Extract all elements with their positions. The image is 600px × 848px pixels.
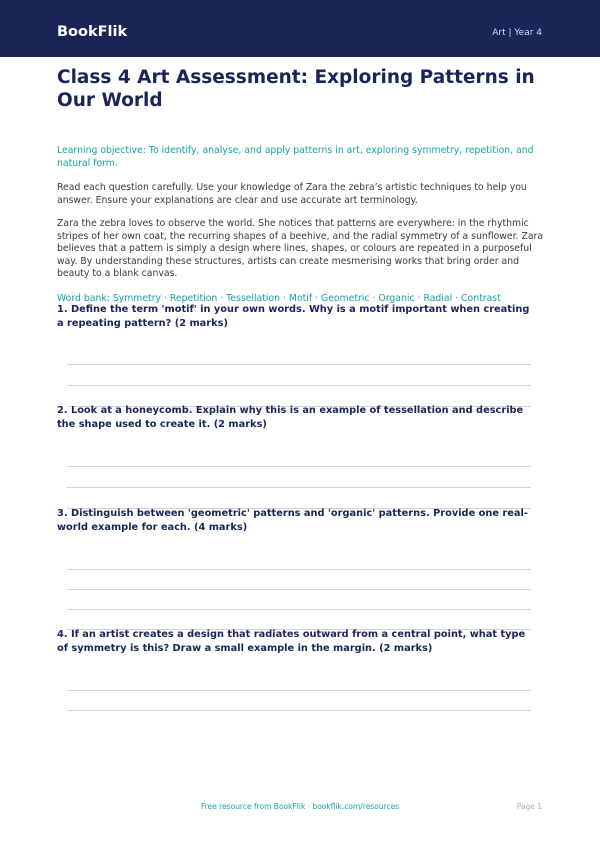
footer-credit[interactable]: Free resource from BookFlik · bookflik.com/resources [200, 802, 400, 811]
header-bar [0, 0, 600, 57]
answer-line[interactable] [67, 609, 531, 610]
answer-line[interactable] [67, 589, 531, 590]
learning-objective: Learning objective: To identify, analyse, and apply patterns in art, exploring symmetry, repetition, and natural form. [57, 145, 534, 169]
subject-year-label: Art | Year 4 [492, 28, 542, 38]
page-title: Class 4 Art Assessment: Exploring Patterns in Our World [57, 67, 535, 111]
story-text: Zara the zebra loves to observe the world. She notices that patterns are everywhere: in the rhythmic stripes of her own coat, the recurring shapes of a beehive, and the radial symmetry of a sunflower. Zara believes that a pattern is simply a design where lines, shapes, or colours are repeated in a purposeful way. By understanding these structures, artists can create mesmerising works that bring order and beauty to a blank canvas. [57, 218, 544, 279]
question-3-text: 3. Distinguish between 'geometric' patterns and 'organic' patterns. Provide one real-world example for each. (4 marks) [57, 508, 528, 533]
answer-line[interactable] [67, 710, 531, 711]
instructions-text: Read each question carefully. Use your knowledge of Zara the zebra’s artistic techniques to help you answer. Ensure your explanations are clear and use accurate art terminology. [57, 182, 527, 206]
answer-line[interactable] [67, 364, 531, 365]
brand-logo-text[interactable]: BookFlik [57, 24, 128, 40]
answer-line[interactable] [67, 569, 531, 570]
answer-line[interactable] [67, 385, 531, 386]
question-2-text: 2. Look at a honeycomb. Explain why this is an example of tessellation and describe the shape used to create it. (2 marks) [57, 405, 524, 430]
page-number: Page 1 [516, 802, 542, 811]
question-4-text: 4. If an artist creates a design that radiates outward from a central point, what type of symmetry is this? Draw a small example in the margin. (2 marks) [57, 629, 526, 654]
question-1-text: 1. Define the term 'motif' in your own words. Why is a motif important when creating a repeating pattern? (2 marks) [57, 304, 530, 329]
answer-line[interactable] [67, 690, 531, 691]
answer-line[interactable] [67, 487, 531, 488]
answer-line[interactable] [67, 466, 531, 467]
word-bank: Word bank: Symmetry · Repetition · Tessellation · Motif · Geometric · Organic · Radial · Contrast [57, 292, 501, 304]
worksheet-intro [57, 66, 545, 305]
